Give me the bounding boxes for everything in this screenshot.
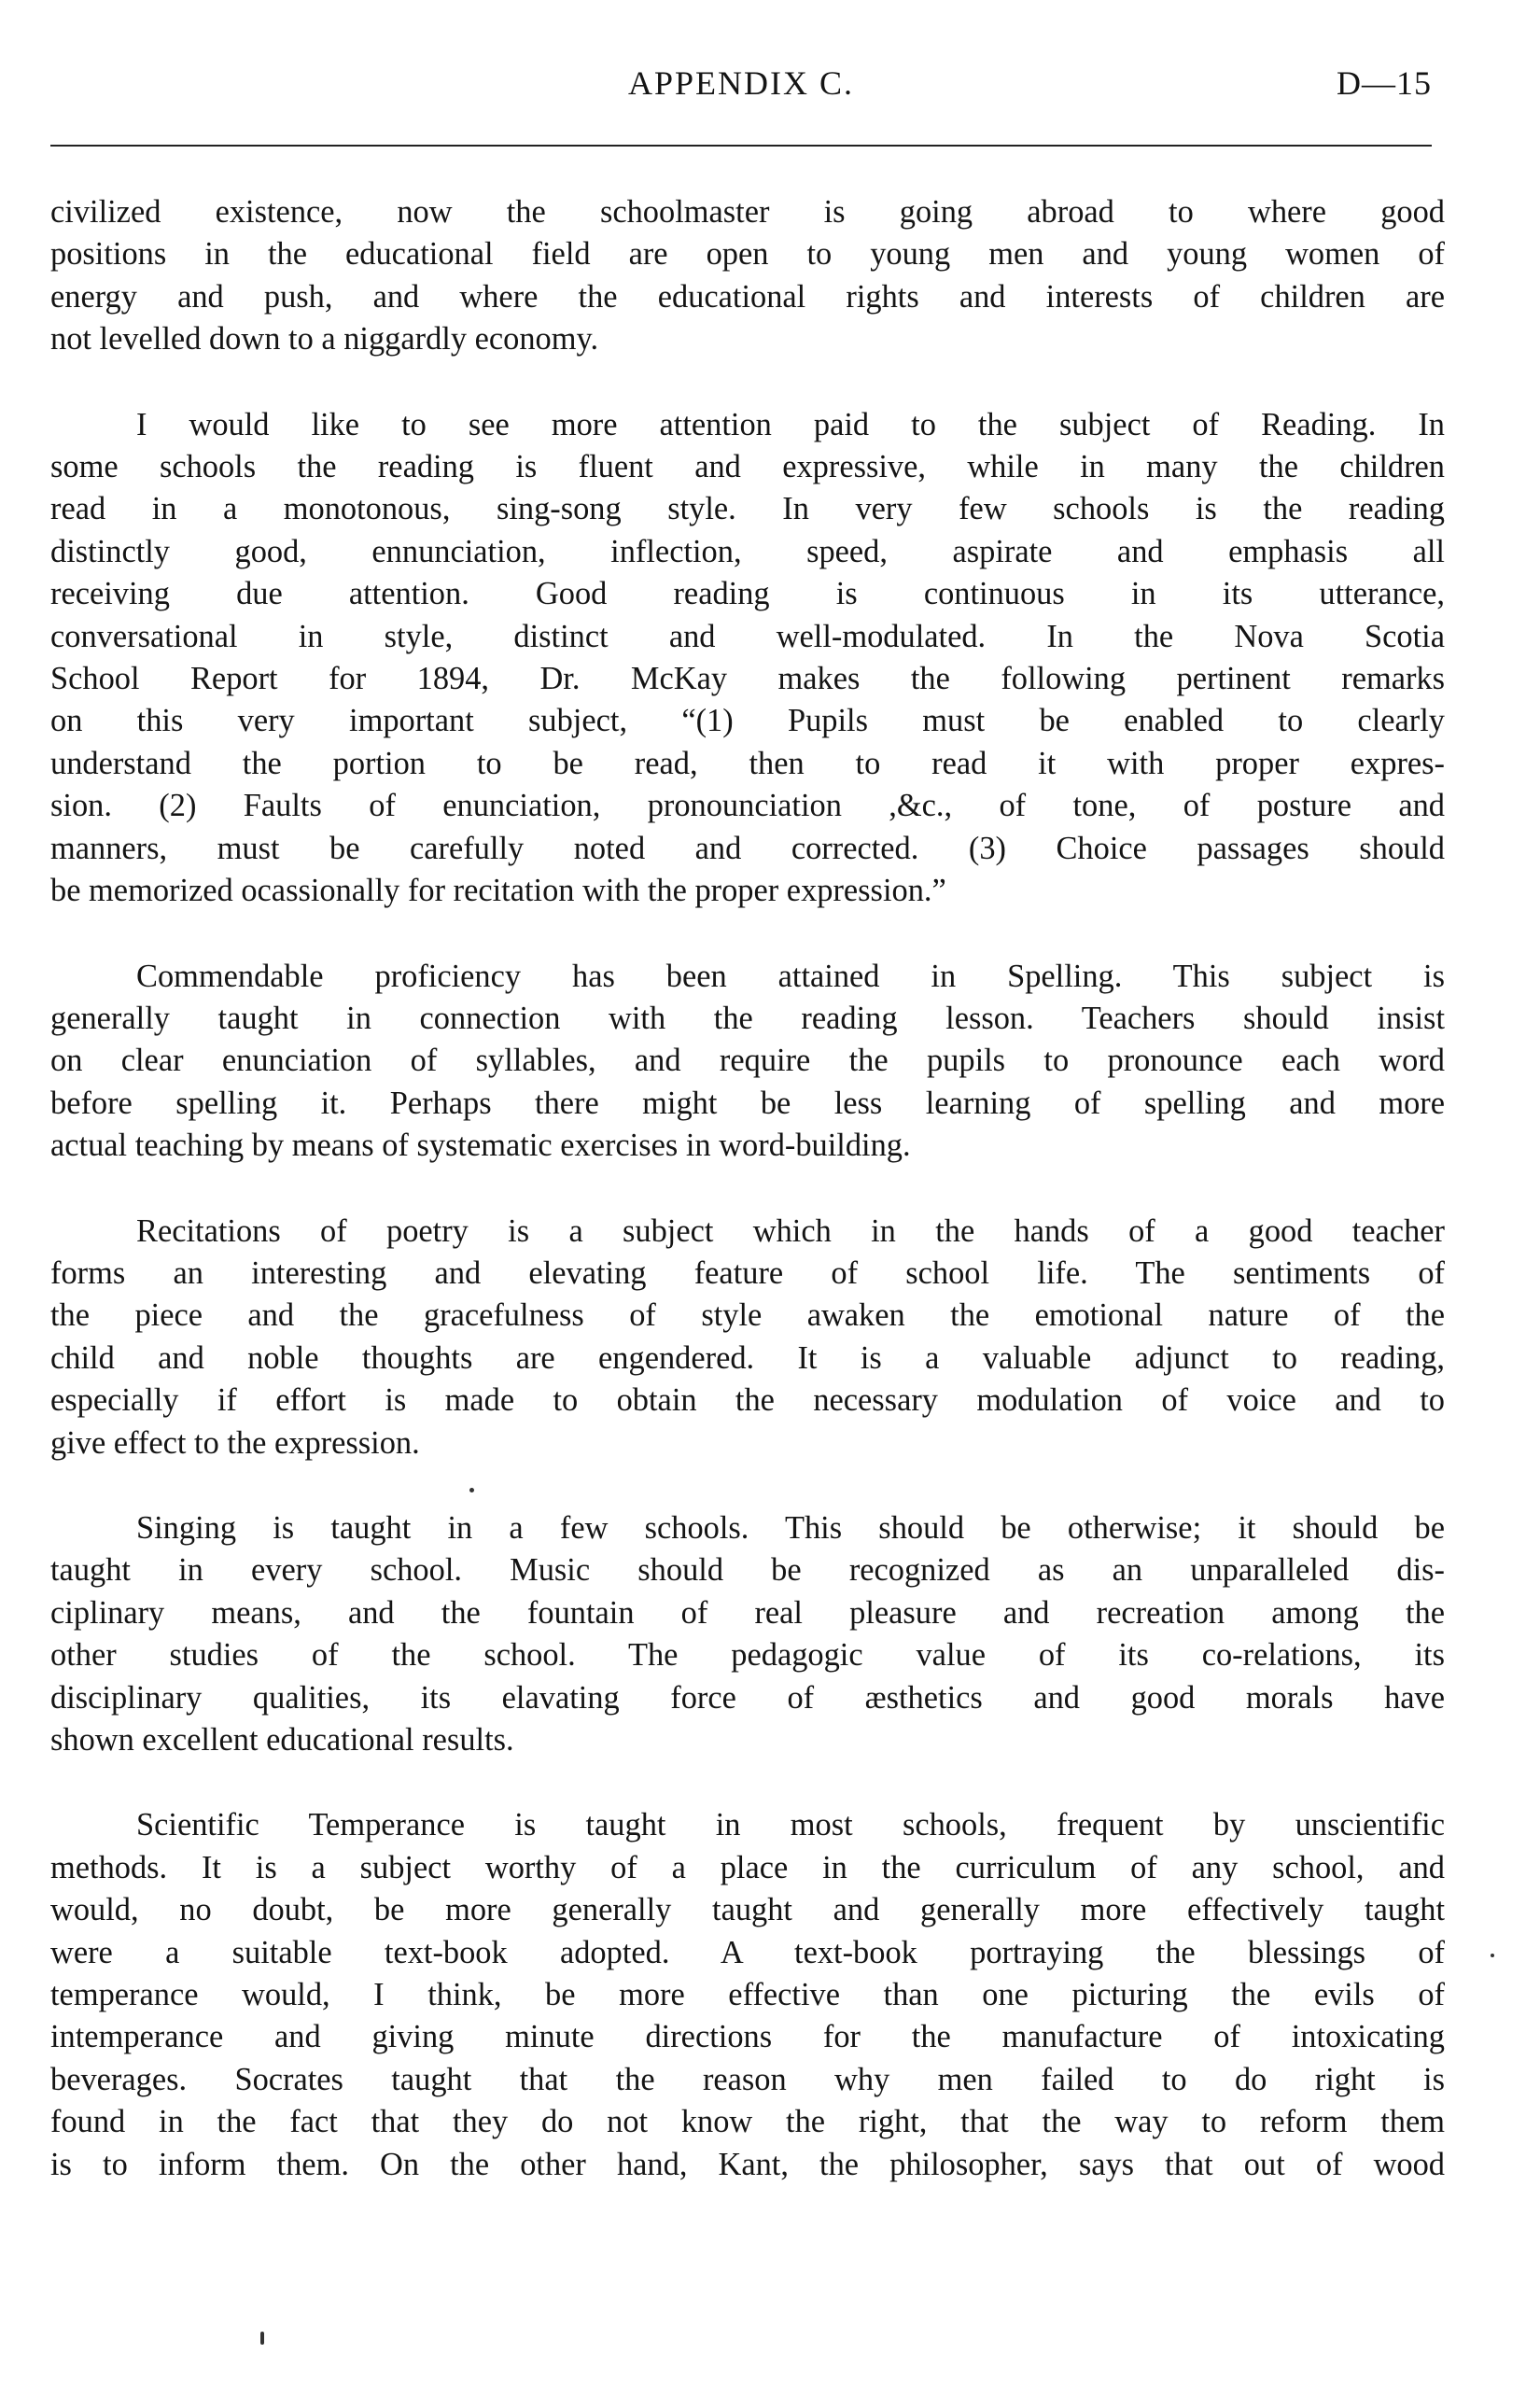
paragraph [50, 1211, 1445, 1464]
text-line: temperance would, I think, be more effective than one picturing the evils of [50, 1977, 1445, 2013]
text-line: conversational in style, distinct and well-modulated. In the Nova Scotia [50, 618, 1445, 654]
text-line: ciplinary means, and the fountain of real pleasure and recreation among the [50, 1594, 1445, 1631]
text-line: civilized existence, now the schoolmaster is going abroad to where good [50, 194, 1445, 230]
text-line: on this very important subject, “(1) Pupils must be enabled to clearly [50, 703, 1445, 739]
print-speck [1491, 1954, 1494, 1957]
text-line: on clear enunciation of syllables, and require the pupils to pronounce each word [50, 1043, 1445, 1079]
text-line: intemperance and giving minute directions for the manufacture of intoxicating [50, 2019, 1445, 2055]
paragraph [50, 1804, 1445, 2186]
text-line: understand the portion to be read, then to read it with proper expres- [50, 745, 1445, 781]
print-speck [260, 2332, 264, 2345]
text-line: receiving due attention. Good reading is continuous in its utterance, [50, 576, 1445, 612]
text-line: generally taught in connection with the reading lesson. Teachers should insist [50, 1000, 1445, 1036]
text-line: School Report for 1894, Dr. McKay makes the following pertinent remarks [50, 661, 1445, 697]
text-line: beverages. Socrates taught that the reason why men failed to do right is [50, 2061, 1445, 2097]
text-line: methods. It is a subject worthy of a place in the curriculum of any school, and [50, 1849, 1445, 1885]
text-line: some schools the reading is fluent and expressive, while in many the children [50, 449, 1445, 485]
paragraph [50, 1507, 1445, 1761]
text-line: child and noble thoughts are engendered. It is a valuable adjunct to reading, [50, 1339, 1445, 1376]
paragraph [50, 956, 1445, 1168]
print-speck [469, 1488, 474, 1492]
paragraph [50, 191, 1445, 361]
text-line: not levelled down to a niggardly economy. [50, 321, 599, 357]
text-line: give effect to the expression. [50, 1424, 420, 1461]
text-line: Commendable proficiency has been attained in Spelling. This subject is [136, 958, 1445, 994]
text-line: sion. (2) Faults of enunciation, pronounciation ,&c., of tone, of posture and [50, 788, 1445, 824]
text-line: actual teaching by means of systematic exercises in word-building. [50, 1128, 911, 1164]
text-line: the piece and the gracefulness of style awaken the emotional nature of the [50, 1297, 1445, 1334]
text-line: found in the fact that they do not know the right, that the way to reform them [50, 2104, 1445, 2140]
text-line: is to inform them. On the other hand, Kant, the philosopher, says that out of wood [50, 2146, 1445, 2182]
header-rule [50, 145, 1432, 147]
body-text [50, 191, 1445, 2229]
text-line: Singing is taught in a few schools. This should be otherwise; it should be [136, 1509, 1445, 1546]
text-line: especially if effort is made to obtain the necessary modulation of voice and to [50, 1382, 1445, 1419]
text-line: distinctly good, ennunciation, inflection, speed, aspirate and emphasis all [50, 533, 1445, 569]
text-line: positions in the educational field are open to young men and young women of [50, 236, 1445, 273]
page-header [50, 63, 1432, 110]
text-line: read in a monotonous, sing-song style. In very few schools is the reading [50, 491, 1445, 527]
running-title: APPENDIX C. [627, 64, 855, 102]
text-line: be memorized ocassionally for recitation with the proper expression.” [50, 873, 946, 909]
text-line: shown excellent educational results. [50, 1722, 514, 1758]
text-line: Recitations of poetry is a subject which in the hands of a good teacher [136, 1212, 1445, 1249]
text-line: taught in every school. Music should be recognized as an unparalleled dis- [50, 1552, 1445, 1589]
text-line: would, no doubt, be more generally taught and generally more effectively taught [50, 1892, 1445, 1928]
paragraph [50, 404, 1445, 913]
page-number: D—15 [1337, 64, 1432, 102]
text-line: manners, must be carefully noted and corrected. (3) Choice passages should [50, 830, 1445, 866]
text-line: energy and push, and where the educational rights and interests of children are [50, 278, 1445, 315]
text-line: disciplinary qualities, its elavating force of æsthetics and good morals have [50, 1679, 1445, 1716]
text-line: before spelling it. Perhaps there might be less learning of spelling and more [50, 1085, 1445, 1121]
text-line: were a suitable text-book adopted. A text-book portraying the blessings of [50, 1934, 1445, 1970]
text-line: forms an interesting and elevating feature of school life. The sentiments of [50, 1254, 1445, 1291]
text-line: other studies of the school. The pedagogic value of its co-relations, its [50, 1637, 1445, 1674]
text-line: Scientific Temperance is taught in most schools, frequent by unscientific [136, 1807, 1445, 1843]
text-line: I would like to see more attention paid to the subject of Reading. In [136, 406, 1445, 442]
